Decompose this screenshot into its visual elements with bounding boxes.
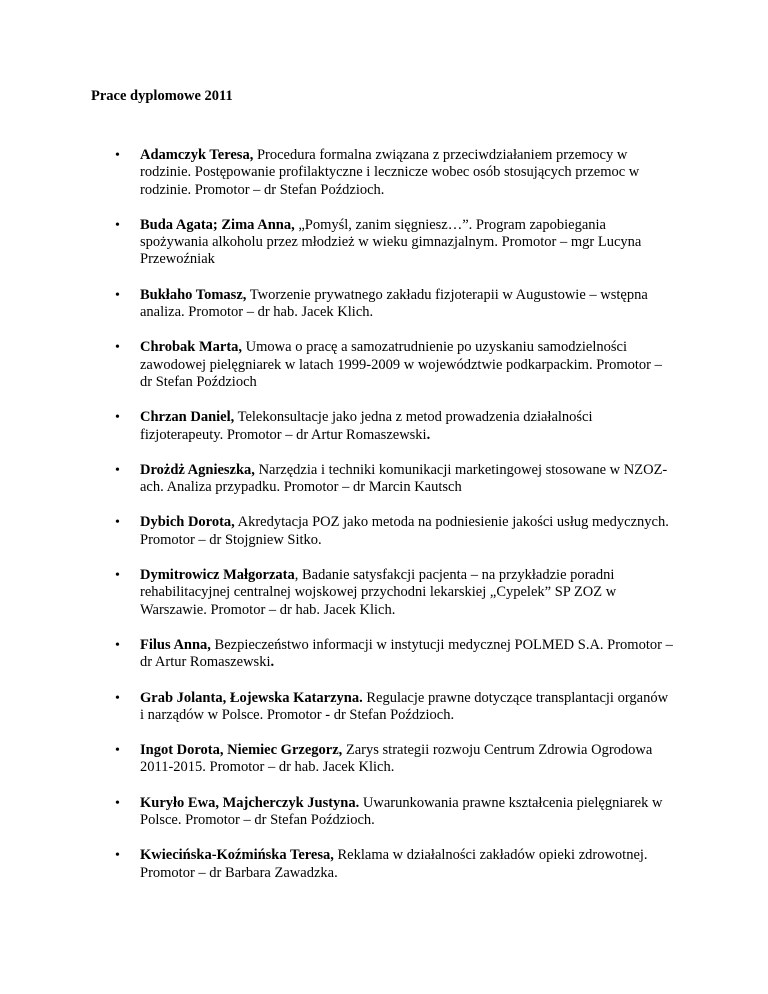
thesis-list <box>115 147 675 900</box>
bullet-icon: • <box>115 848 120 864</box>
thesis-description: „Pomyśl, zanim sięgniesz…”. Program zapobiegania spożywania alkoholu przez młodzież w wieku gimnazjalnym. Promotor – mgr Lucyna Przewoźniak <box>140 216 642 268</box>
thesis-author: Chrzan Daniel, <box>140 409 235 426</box>
bullet-icon: • <box>115 217 120 233</box>
thesis-entry <box>115 742 675 777</box>
thesis-entry <box>115 217 675 269</box>
bullet-icon: • <box>115 743 120 759</box>
thesis-entry <box>115 409 675 444</box>
thesis-author: Filus Anna, <box>140 636 211 653</box>
document-title: Prace dyplomowe 2011 <box>91 88 233 104</box>
thesis-entry <box>115 462 675 497</box>
thesis-entry <box>115 847 675 882</box>
thesis-author: Adamczyk Teresa, <box>140 147 254 163</box>
thesis-description: Telekonsultacje jako jedna z metod prowadzenia działalności fizjoterapeuty. Promotor – dr Artur Romaszewski <box>140 409 593 443</box>
thesis-description: Akredytacja POZ jako metoda na podniesienie jakości usług medycznych. Promotor – dr Stojgniew Sitko. <box>140 514 669 548</box>
thesis-entry <box>115 567 675 619</box>
thesis-author: Grab Jolanta, Łojewska Katarzyna. <box>140 689 363 706</box>
thesis-description: Reklama w działalności zakładów opieki zdrowotnej. Promotor – dr Barbara Zawadzka. <box>140 847 648 881</box>
bullet-icon: • <box>115 340 120 356</box>
thesis-author: Chrobak Marta, <box>140 339 243 356</box>
thesis-description: Bezpieczeństwo informacji w instytucji medycznej POLMED S.A. Promotor – dr Artur Romaszewski <box>140 636 673 671</box>
thesis-entry <box>115 795 675 830</box>
thesis-author: Dymitrowicz Małgorzata <box>140 567 295 584</box>
thesis-description: Tworzenie prywatnego zakładu fizjoterapii w Augustowie – wstępna analiza. Promotor – dr hab. Jacek Klich. <box>140 286 648 321</box>
thesis-description: , Badanie satysfakcji pacjenta – na przykładzie poradni rehabilitacyjnej centralnej wojskowej przychodni lekarskiej „Cypelek” SP ZOZ w Warszawie. Promotor – dr hab. Jacek Klich. <box>140 567 617 618</box>
thesis-author: Bukłaho Tomasz, <box>140 286 247 303</box>
thesis-description: Zarys strategii rozwoju Centrum Zdrowia Ogrodowa 2011-2015. Promotor – dr hab. Jacek Klich. <box>140 742 653 776</box>
thesis-author: Kwiecińska-Koźmińska Teresa, <box>140 847 334 864</box>
thesis-author: Dybich Dorota, <box>140 514 235 531</box>
thesis-tail-punctuation: . <box>270 654 275 671</box>
bullet-icon: • <box>115 690 120 706</box>
bullet-icon: • <box>115 410 120 426</box>
thesis-description: Regulacje prawne dotyczące transplantacji organów i narządów w Polsce. Promotor - dr Stefan Poździoch. <box>140 689 669 723</box>
thesis-description: Umowa o pracę a samozatrudnienie po uzyskaniu samodzielności zawodowej pielęgniarek w latach 1999-2009 w województwie podkarpackim. Promotor – dr Stefan Poździoch <box>140 339 662 390</box>
thesis-author: Drożdż Agnieszka, <box>140 461 255 478</box>
thesis-description: Procedura formalna związana z przeciwdziałaniem przemocy w rodzinie. Postępowanie profilaktyczne i lecznicze wobec osób stosujących przemoc w rodzinie. Promotor – dr Stefan Poździoch. <box>140 147 640 198</box>
thesis-entry <box>115 514 675 549</box>
bullet-icon: • <box>115 515 120 531</box>
bullet-icon: • <box>115 637 120 653</box>
thesis-author: Buda Agata; Zima Anna, <box>140 216 295 233</box>
thesis-entry <box>115 690 675 725</box>
thesis-tail-punctuation: . <box>426 426 431 443</box>
thesis-author: Ingot Dorota, Niemiec Grzegorz, <box>140 742 343 759</box>
thesis-entry <box>115 637 675 672</box>
bullet-icon: • <box>115 148 120 163</box>
thesis-entry <box>115 287 675 322</box>
thesis-entry <box>115 147 675 199</box>
thesis-entry <box>115 339 675 391</box>
bullet-icon: • <box>115 795 120 811</box>
bullet-icon: • <box>115 287 120 303</box>
bullet-icon: • <box>115 462 120 478</box>
thesis-author: Kuryło Ewa, Majcherczyk Justyna. <box>140 794 360 811</box>
thesis-description: Uwarunkowania prawne kształcenia pielęgniarek w Polsce. Promotor – dr Stefan Poździoch. <box>140 794 663 829</box>
bullet-icon: • <box>115 568 120 584</box>
thesis-description: Narzędzia i techniki komunikacji marketingowej stosowane w NZOZ-ach. Analiza przypadku. Promotor – dr Marcin Kautsch <box>140 461 668 496</box>
